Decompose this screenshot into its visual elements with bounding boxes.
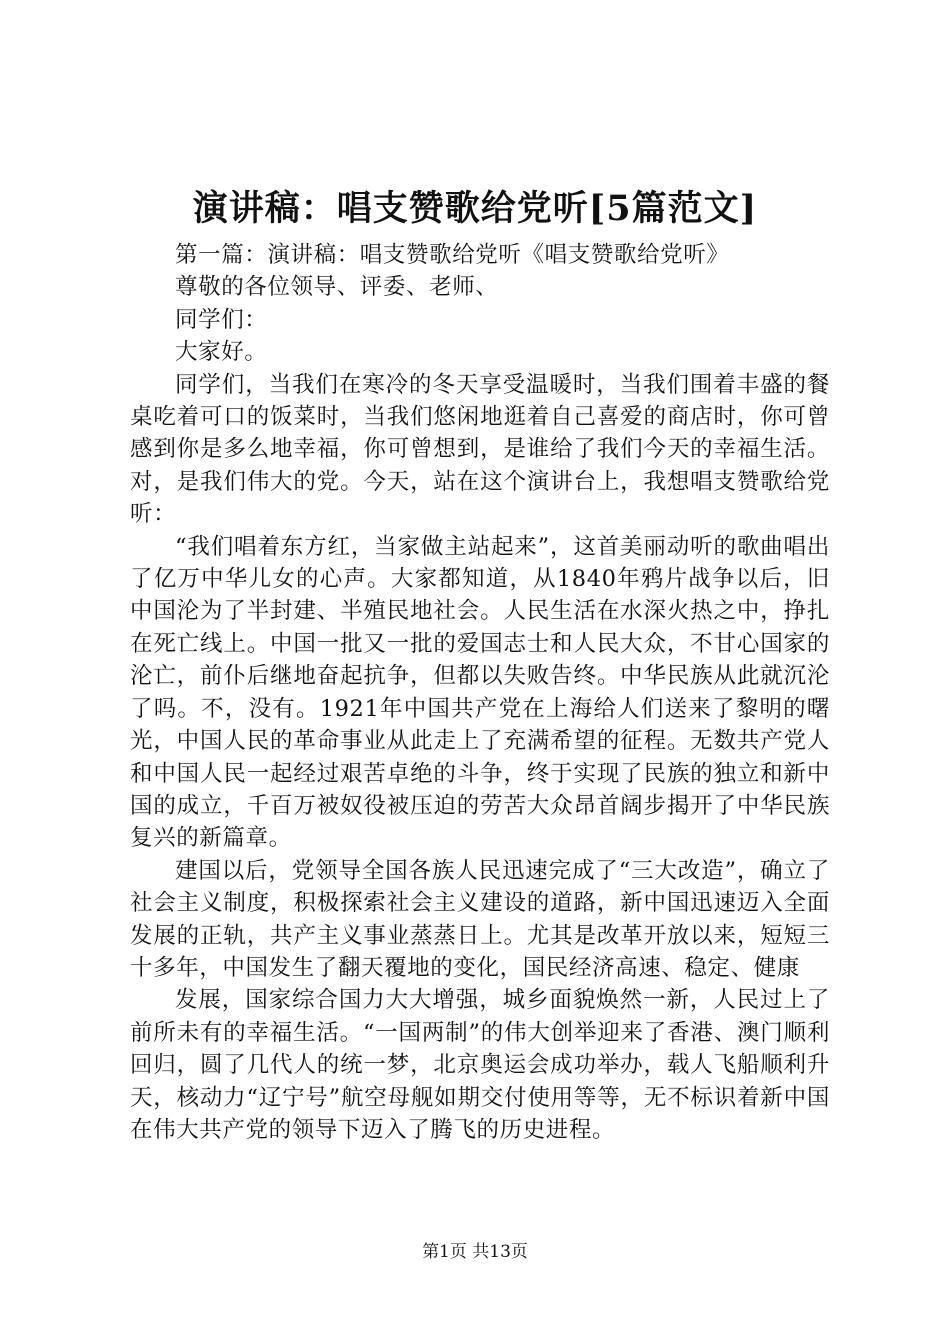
paragraph-salutation: 尊敬的各位领导、评委、老师、: [175, 274, 499, 301]
document-body: [130, 239, 830, 1146]
paragraph-development: 发展，国家综合国力大大增强，城乡面貌焕然一新，人民过上了前所未有的幸福生活。“一国两制”的伟大创举迎来了香港、澳门顺利回归，圆了几代人的统一梦，北京奥运会成功举办，载人飞船顺利升天，核动力“辽宁号”航空母舰如期交付使用等等，无不标识着新中国在伟大共产党的领导下迈入了腾飞的历史进程。: [130, 987, 830, 1143]
paragraph-salutation-students: 同学们：: [175, 306, 268, 333]
paragraph-founding: 建国以后，党领导全国各族人民迅速完成了“三大改造”，确立了社会主义制度，积极探索社会主义建设的道路，新中国迅速迈入全面发展的正轨，共产主义事业蒸蒸日上。尤其是改革开放以来，短短三十多年，中国发生了翻天覆地的变化，国民经济高速、稳定、健康: [130, 857, 830, 981]
paragraph-intro: 同学们，当我们在寒冷的冬天享受温暖时，当我们围着丰盛的餐桌吃着可口的饭菜时，当我们悠闲地逛着自己喜爱的商店时，你可曾感到你是多么地幸福，你可曾想到，是谁给了我们今天的幸福生活。对，是我们伟大的党。今天，站在这个演讲台上，我想唱支赞歌给党听：: [130, 371, 830, 528]
paragraph-section-heading: 第一篇：演讲稿：唱支赞歌给党听《唱支赞歌给党听》: [175, 242, 730, 268]
page-footer: 第1页 共13页: [422, 1242, 528, 1262]
paragraph-history: “我们唱着东方红，当家做主站起来”，这首美丽动听的歌曲唱出了亿万中华儿女的心声。大家都知道，从1840年鸦片战争以后，旧中国沦为了半封建、半殖民地社会。人民生活在水深火热之中，挣扎在死亡线上。中国一批又一批的爱国志士和人民大众，不甘心国家的沦亡，前仆后继地奋起抗争，但都以失败告终。中华民族从此就沉沦了吗。不，没有。1921年中国共产党在上海给人们送来了黎明的曙光，中国人民的革命事业从此走上了充满希望的征程。无数共产党人和中国人民一起经过艰苦卓绝的斗争，终于实现了民族的独立和新中国的成立，千百万被奴役被压迫的劳苦大众昂首阔步揭开了中华民族复兴的新篇章。: [130, 533, 830, 852]
paragraph-greeting: 大家好。: [175, 339, 268, 366]
document-title: 演讲稿：唱支赞歌给党听[5篇范文]: [192, 188, 758, 229]
